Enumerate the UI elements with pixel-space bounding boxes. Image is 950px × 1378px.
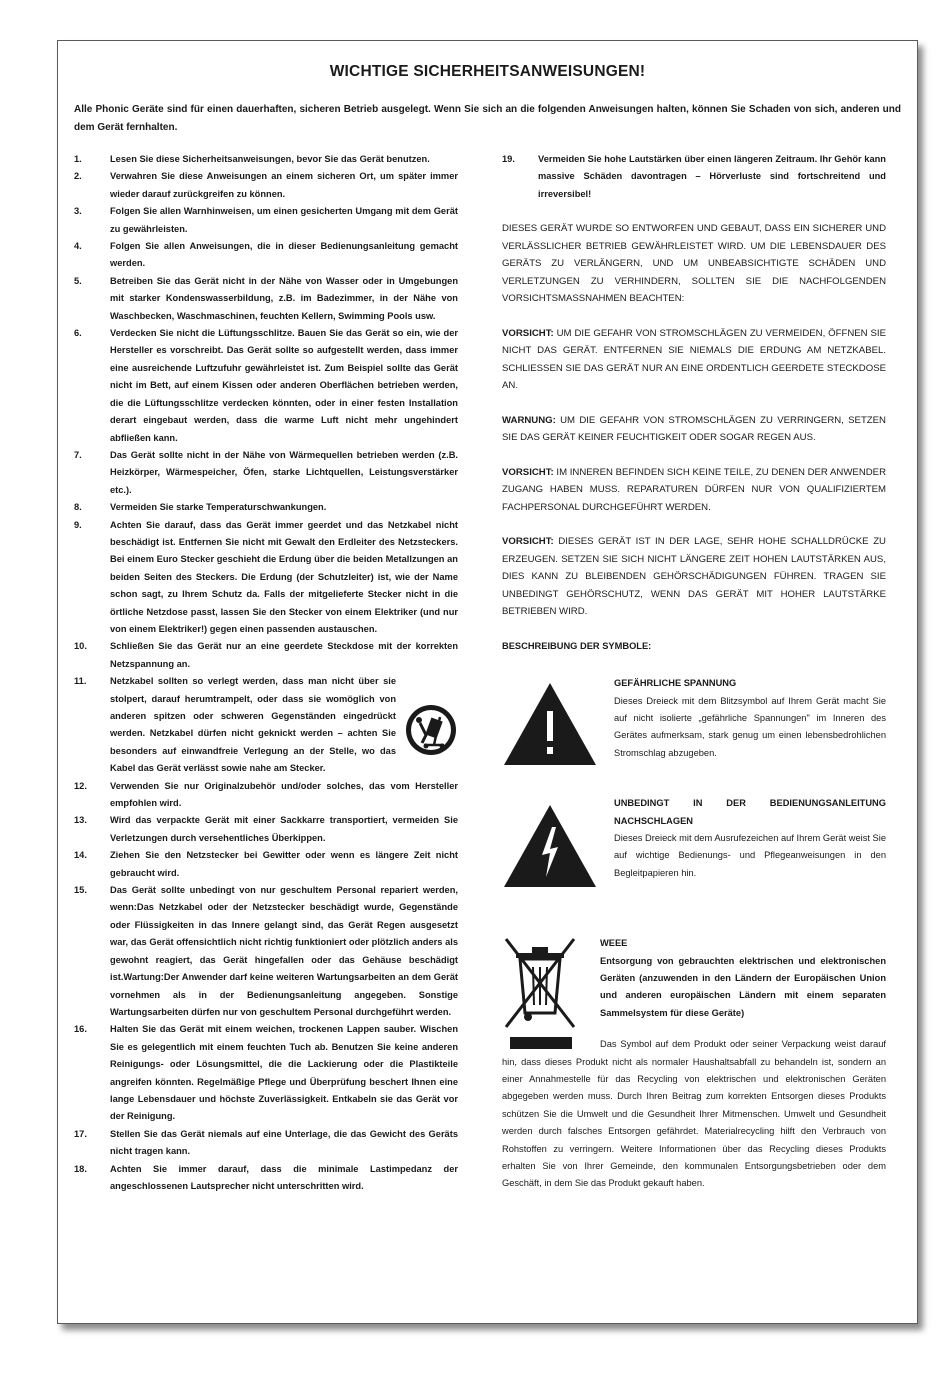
exclamation-triangle-icon [502, 681, 598, 767]
list-item: 1. Lesen Sie diese Sicherheitsanweisungen, bevor Sie das Gerät benutzen. [74, 154, 430, 164]
list-item: 16. Halten Sie das Gerät mit einem weichen, trockenen Lappen sauber. Wischen Sie es gelegentlich mit einem feuchten Tuch ab. Benutzen Sie keine anderen Reinigungs- oder Lösungsmittel, die die Lackierung oder die Plastikteile angreifen könnten. Regelmäßige Pflege und Überprüfung beschert Ihnen eine lange Lebensdauer und höchste Zuverlässigkeit. Entkabeln sie das Gerät vor der Reinigung. [74, 1024, 458, 1122]
warning-paragraph: WARNUNG: UM DIE GEFAHR VON STROMSCHLÄGEN ZU VERRINGERN, SETZEN SIE DAS GERÄT KEINER FEUCHTIGKEIT ODER SOGAR REGEN AUS. [502, 414, 886, 444]
page-title: WICHTIGE SICHERHEITSANWEISUNGEN! [329, 63, 646, 80]
list-item: 10. Schließen Sie das Gerät nur an eine geerdete Steckdose mit der korrekten Netzspannung an. [74, 641, 458, 669]
warning-paragraph: VORSICHT: IM INNEREN BEFINDEN SICH KEINE TEILE, ZU DENEN DER ANWENDER ZUGANG HABEN MUSS. REPARATUREN DÜRFEN NUR VON QUALIFIZIERTEM FACHPERSONAL DURCHGEFÜHRT WERDEN. [502, 466, 886, 513]
list-item: 19. Vermeiden Sie hohe Lautstärken über einen längeren Zeitraum. Ihr Gehör kann massive Schäden davontragen – Hörverluste sind fortschreitend und irreversibel! [502, 154, 886, 199]
intro-paragraph: Alle Phonic Geräte sind für einen dauerhaften, sicheren Betrieb ausgelegt. Wenn Sie sich an die folgenden Anweisungen halten, können Sie Schaden von sich, anderen und dem Gerät fernhalten. [74, 104, 901, 133]
list-item: 8. Vermeiden Sie starke Temperaturschwankungen. [74, 502, 327, 513]
warning-paragraph: VORSICHT: DIESES GERÄT IST IN DER LAGE, SEHR HOHE SCHALLDRÜCKE ZU ERZEUGEN. SETZEN SIE SICH NICHT LÄNGERE ZEIT HOHEN LAUTSTÄRKEN AUS, DIES KANN ZU BLEIBENDEN GEHÖRSCHÄDIGUNGEN FÜHREN. TRAGEN SIE UNBEDINGT GEHÖRSCHUTZ, WENN DAS GERÄT MIT HOHER LAUTSTÄRKE BETRIEBEN WIRD. [502, 536, 886, 618]
list-item: 7. Das Gerät sollte nicht in der Nähe von Wärmequellen betrieben werden (z.B. Heizkörper, Wärmespeicher, Öfen, starke Lichtquellen, Leistungsverstärker etc.). [74, 449, 458, 495]
symbols-heading: BESCHREIBUNG DER SYMBOLE: [502, 640, 652, 651]
instructions-list [74, 151, 458, 1195]
list-item: 3. Folgen Sie allen Warnhinweisen, um einen gesicherten Umgang mit dem Gerät zu gewährleisten. [74, 206, 458, 234]
list-item: 18. Achten Sie immer darauf, dass die minimale Lastimpedanz der angeschlossenen Lautsprecher nicht unterschritten wird. [74, 1163, 458, 1191]
list-item: 4. Folgen Sie allen Anweisungen, die in dieser Bedienungsanleitung gemacht werden. [74, 241, 458, 269]
list-item: 12. Verwenden Sie nur Originalzubehör und/oder solches, das vom Hersteller empfohlen wird. [74, 780, 458, 809]
design-paragraph: DIESES GERÄT WURDE SO ENTWORFEN UND GEBAUT, DASS EIN SICHERER UND VERLÄSSLICHER BETRIEB GEWÄHRLEISTET WIRD. UM DIE LEBENSDAUER DES GERÄTS ZU VERLÄNGERN, UND UM UNBEABSICHTIGTE SCHÄDEN UND VERLETZUNGEN ZU VERHINDERN, SOLLTEN SIE DIE NACHFOLGENDEN VORSICHTSMASSNAHMEN BEACHTEN: [502, 223, 886, 305]
symbol-voltage: GEFÄHRLICHE SPANNUNG Dieses Dreieck mit dem Blitzsymbol auf Ihrem Gerät macht Sie auf nicht isolierte „gefährliche Spannungen" im Inneren des Gerätes aufmerksam, stark genug um einen lebensbedrohlichen Stromschlag abzugeben. [502, 675, 886, 781]
list-item: 5. Betreiben Sie das Gerät nicht in der Nähe von Wasser oder in Umgebungen mit starker Kondenswasserbildung, z.B. im Badezimmer, in der Nähe von Waschbecken, Waschmaschinen, feuchten Kellern, Swimming Pools usw. [74, 275, 458, 321]
list-item: 2. Verwahren Sie diese Anweisungen an einem sicheren Ort, um später immer wieder darauf zurückgreifen zu können. [74, 171, 458, 199]
cart-tipover-warning-icon [404, 703, 458, 757]
list-item: 9. Achten Sie darauf, dass das Gerät immer geerdet und das Netzkabel nicht beschädigt ist. Entfernen Sie nicht mit Gewalt den Erdleiter des Netzsteckers. Bei einem Euro Stecker geschieht die Erdung über die beiden Metallzungen an beiden Seiten des Steckers. Die Erdung (der Schutzleiter) ist, wie der Name schon sagt, zu Ihrem Schutz da. Falls der mitgelieferte Stecker nicht in die örtliche Netzdose passt, lassen Sie den Stecker von einem Elektriker (und nur von einem Elektriker!) gegen einen passenden austauschen. [74, 519, 458, 634]
list-item: 11. Netzkabel sollten so verlegt werden, dass man nicht über sie stolpert, darauf herumtrampelt, oder dass sie womöglich von anderen spitzen oder schweren Gegenständen eingedrückt werden. Netzkabel dürfen nicht geknickt werden – achten Sie besonders auf einwandfreie Verlegung an der Stelle, wo das Kabel das Gerät verlässt sowie nahe am Stecker. [74, 673, 458, 777]
lightning-triangle-icon [502, 803, 598, 889]
list-item: 13. Wird das verpackte Gerät mit einer Sackkarre transportiert, vermeiden Sie Verletzungen durch versehentliches Überkippen. [74, 815, 458, 843]
warning-paragraph: VORSICHT: UM DIE GEFAHR VON STROMSCHLÄGEN ZU VERMEIDEN, ÖFFNEN SIE NICHT DAS GERÄT. ENTFERNEN SIE NIEMALS DIE ERDUNG AM NETZKABEL. SCHLIESSEN SIE DAS GERÄT NUR AN EINE ORDENTLICH GEERDETE STECKDOSE AN. [502, 327, 886, 392]
document-page [57, 40, 918, 1324]
list-item: 14. Ziehen Sie den Netzstecker bei Gewitter oder wenn es längere Zeit nicht gebraucht wird. [74, 850, 458, 878]
weee-section: WEEE Entsorgung von gebrauchten elektrischen und elektronischen Geräten (anzuwenden in den Ländern der Europäischen Union und anderen europäischen Ländern mit einem separaten Sammelsystem für diese Geräte) Das Symbol auf dem Produkt oder seiner Verpackung weist darauf hin, dass dieses Produkt nicht als normaler Haushaltsabfall zu behandeln ist, sondern an einer Annahmestelle für das Recycling von elektrischen und elektronischen Geräten abgegeben werden muss. Durch Ihren Beitrag zum korrekten Entsorgen dieses Produkts schützen Sie die Umwelt und die Gesundheit Ihrer Mitmenschen. Umwelt und Gesundheit werden durch falsches Entsorgen gefährdet. Materialrecycling hilft den Verbrauch von Rohstoffen zu verringern. Weitere Informationen über das Recycling dieses Produkts erhalten Sie von Ihrer Gemeinde, den kommunalen Entsorgungsbetrieben oder dem Geschäft, in dem Sie das Produkt gekauft haben. [502, 935, 886, 1193]
list-item: 15. Das Gerät sollte unbedingt von nur geschultem Personal repariert werden, wenn:Das Netzkabel oder der Netzstecker beschädigt wurde, Gegenstände oder Flüssigkeiten in das Innere gelangt sind, das Gerät Regen ausgesetzt war, das Gerät offensichtlich nicht richtig funktioniert oder plötzlich anders als gewohnt reagiert, das Gerät hingefallen oder das Gehäuse beschädigt ist.Wartung:Der Anwender darf keine weiteren Wartungsarbeiten an dem Gerät vornehmen als in der Bedienungsanleitung angegeben. Sonstige Wartungsarbeiten dürfen nur von geschultem Personal durchgeführt werden. [74, 885, 458, 1017]
list-item: 17. Stellen Sie das Gerät niemals auf eine Unterlage, die das Gewicht des Geräts nicht tragen kann. [74, 1128, 458, 1157]
right-column [502, 151, 886, 1193]
crossed-bin-icon [502, 935, 578, 1053]
symbol-manual: UNBEDINGT IN DER BEDIENUNGSANLEITUNG NACHSCHLAGEN Dieses Dreieck mit dem Ausrufezeichen auf Ihrem Gerät weist Sie auf wichtige Bedienungs- und Pflegeanweisungen in den Begleitpapieren hin. [502, 795, 886, 915]
list-item: 6. Verdecken Sie nicht die Lüftungsschlitze. Bauen Sie das Gerät so ein, wie der Hersteller es vorschreibt. Das Gerät sollte so aufgestellt werden, dass immer eine ausreichende Luftzufuhr gewährleistet ist. Zum Beispiel sollte das Gerät nicht im Bett, auf einem Kissen oder anderen Oberflächen betrieben werden, die die Lüftungsschlitze verdecken könnten, oder in einer festen Installation derart eingebaut werden, dass die warme Luft nicht mehr ungehindert abfließen kann. [74, 328, 458, 443]
